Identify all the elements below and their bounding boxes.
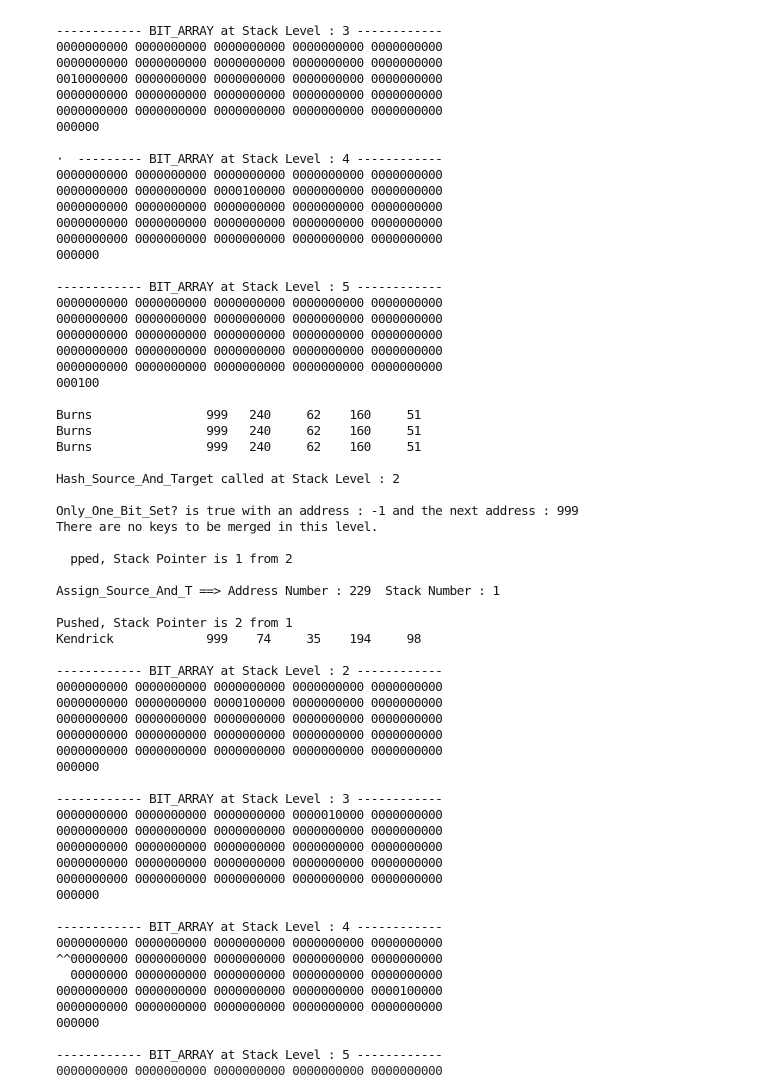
bit-row: 0000000000 0000000000 0000000000 0000000000 0000000000 <box>56 856 443 871</box>
blank-line <box>56 456 746 472</box>
section-header: ------------ BIT_ARRAY at Stack Level : 5 ------------ <box>56 280 443 295</box>
section-header: ------------ BIT_ARRAY at Stack Level : 4 ------------ <box>56 920 443 935</box>
log-line: Pushed, Stack Pointer is 2 from 1 <box>56 616 293 631</box>
log-line: Only_One_Bit_Set? is true with an address : -1 and the next address : 999 <box>56 504 579 519</box>
blank-line <box>56 1032 746 1048</box>
blank-line <box>56 568 746 584</box>
record-row: Burns 999 240 62 160 51 <box>56 440 421 455</box>
blank-line <box>56 536 746 552</box>
log-line: pped, Stack Pointer is 1 from 2 <box>56 552 293 567</box>
record-row: Kendrick 999 74 35 194 98 <box>56 632 421 647</box>
bit-row: 0000000000 0000000000 0000000000 0000000000 0000000000 <box>56 824 443 839</box>
bit-row: 0000000000 0000000000 0000000000 0000010000 0000000000 <box>56 808 443 823</box>
bit-row: ^^00000000 0000000000 0000000000 0000000000 0000000000 <box>56 952 443 967</box>
section-header: ------------ BIT_ARRAY at Stack Level : 3 ------------ <box>56 792 443 807</box>
blank-line <box>56 776 746 792</box>
bit-row: 0000000000 0000000000 0000000000 0000000000 0000000000 <box>56 40 443 55</box>
section-header: ------------ BIT_ARRAY at Stack Level : 5 ------------ <box>56 1048 443 1063</box>
bit-row: 0000000000 0000000000 0000000000 0000000000 0000000000 <box>56 232 443 247</box>
log-line: Hash_Source_And_Target called at Stack Level : 2 <box>56 472 400 487</box>
log-line: Assign_Source_And_T ==> Address Number : 229 Stack Number : 1 <box>56 584 500 599</box>
bit-row: 0000000000 0000000000 0000000000 0000000000 0000100000 <box>56 984 443 999</box>
bit-row: 0010000000 0000000000 0000000000 0000000000 0000000000 <box>56 72 443 87</box>
bit-row: 0000000000 0000000000 0000000000 0000000000 0000000000 <box>56 312 443 327</box>
section-header: ------------ BIT_ARRAY at Stack Level : 2 ------------ <box>56 664 443 679</box>
record-row: Burns 999 240 62 160 51 <box>56 408 421 423</box>
section-header: · --------- BIT_ARRAY at Stack Level : 4 ------------ <box>56 152 443 167</box>
bit-row: 0000000000 0000000000 0000000000 0000000000 0000000000 <box>56 1064 443 1079</box>
bit-row: 000000 <box>56 248 99 263</box>
blank-line <box>56 600 746 616</box>
bit-row: 000000 <box>56 888 99 903</box>
bit-row: 0000000000 0000000000 0000000000 0000000000 0000000000 <box>56 104 443 119</box>
record-row: Burns 999 240 62 160 51 <box>56 424 421 439</box>
bit-row: 0000000000 0000000000 0000000000 0000000000 0000000000 <box>56 56 443 71</box>
bit-row: 0000000000 0000000000 0000000000 0000000000 0000000000 <box>56 296 443 311</box>
bit-row: 000000 <box>56 1016 99 1031</box>
bit-row: 0000000000 0000000000 0000000000 0000000000 0000000000 <box>56 168 443 183</box>
bit-row: 000000 <box>56 120 99 135</box>
bit-row: 00000000 0000000000 0000000000 0000000000 0000000000 <box>56 968 443 983</box>
bit-row: 0000000000 0000000000 0000000000 0000000000 0000000000 <box>56 744 443 759</box>
bit-row: 0000000000 0000000000 0000100000 0000000000 0000000000 <box>56 184 443 199</box>
bit-row: 0000000000 0000000000 0000100000 0000000000 0000000000 <box>56 696 443 711</box>
bit-row: 0000000000 0000000000 0000000000 0000000000 0000000000 <box>56 344 443 359</box>
bit-row: 0000000000 0000000000 0000000000 0000000000 0000000000 <box>56 872 443 887</box>
blank-line <box>56 392 746 408</box>
section-header: ------------ BIT_ARRAY at Stack Level : 3 ------------ <box>56 24 443 39</box>
bit-row: 0000000000 0000000000 0000000000 0000000000 0000000000 <box>56 328 443 343</box>
bit-row: 0000000000 0000000000 0000000000 0000000000 0000000000 <box>56 1000 443 1015</box>
printout-page <box>56 24 746 1079</box>
bit-row: 0000000000 0000000000 0000000000 0000000000 0000000000 <box>56 712 443 727</box>
bit-row: 000100 <box>56 376 99 391</box>
bit-row: 0000000000 0000000000 0000000000 0000000000 0000000000 <box>56 680 443 695</box>
blank-line <box>56 904 746 920</box>
blank-line <box>56 264 746 280</box>
bit-row: 000000 <box>56 760 99 775</box>
bit-row: 0000000000 0000000000 0000000000 0000000000 0000000000 <box>56 216 443 231</box>
bit-row: 0000000000 0000000000 0000000000 0000000000 0000000000 <box>56 200 443 215</box>
bit-row: 0000000000 0000000000 0000000000 0000000000 0000000000 <box>56 936 443 951</box>
blank-line <box>56 648 746 664</box>
cropped-line-wrapper <box>56 1064 746 1079</box>
bit-row: 0000000000 0000000000 0000000000 0000000000 0000000000 <box>56 360 443 375</box>
log-line: There are no keys to be merged in this level. <box>56 520 378 535</box>
bit-row: 0000000000 0000000000 0000000000 0000000000 0000000000 <box>56 728 443 743</box>
bit-row: 0000000000 0000000000 0000000000 0000000000 0000000000 <box>56 840 443 855</box>
bit-row: 0000000000 0000000000 0000000000 0000000000 0000000000 <box>56 88 443 103</box>
blank-line <box>56 488 746 504</box>
blank-line <box>56 136 746 152</box>
